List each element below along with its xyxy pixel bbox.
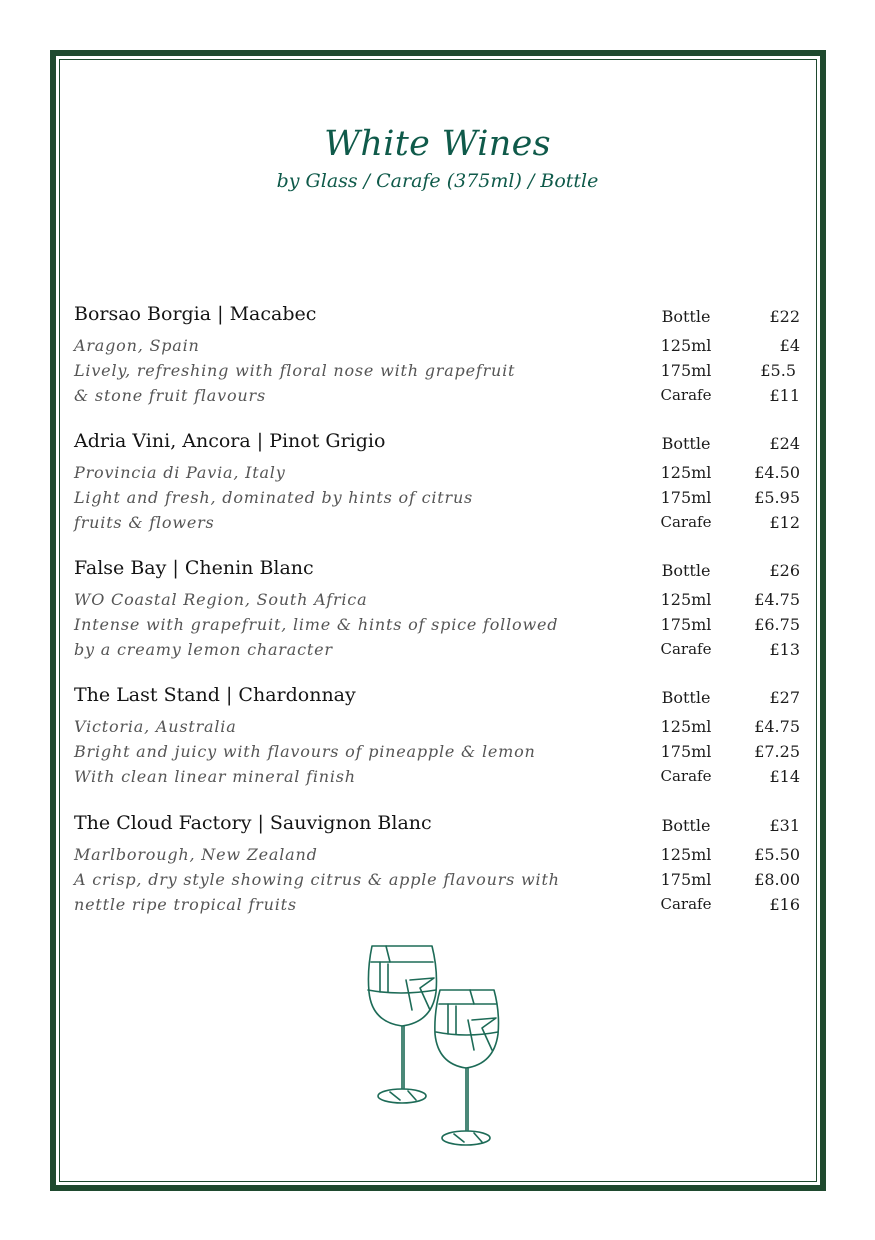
size-label-175ml: 175ml (660, 488, 712, 507)
wine-origin: Aragon, Spain (74, 336, 200, 355)
size-label-125ml: 125ml (660, 590, 712, 609)
wine-description-line: by a creamy lemon character (74, 640, 333, 659)
price-175ml: £8.00 (754, 870, 800, 889)
price-175ml: £5.95 (754, 488, 800, 507)
price-125ml: £4.75 (754, 590, 800, 609)
size-label-bottle: Bottle (661, 816, 711, 835)
price-bottle: £22 (769, 307, 800, 326)
wine-name: The Cloud Factory | Sauvignon Blanc (74, 812, 432, 834)
price-125ml: £4.50 (754, 463, 800, 482)
wine-item (74, 812, 802, 932)
size-label-175ml: 175ml (660, 742, 712, 761)
size-label-175ml: 175ml (660, 361, 712, 380)
size-label-bottle: Bottle (661, 307, 711, 326)
wine-item (74, 684, 802, 804)
price-carafe: £12 (769, 513, 800, 532)
menu-subtitle: by Glass / Carafe (375ml) / Bottle (276, 170, 599, 192)
price-175ml: £6.75 (754, 615, 800, 634)
price-125ml: £4.75 (754, 717, 800, 736)
wine-origin: Victoria, Australia (74, 717, 237, 736)
wine-origin: Marlborough, New Zealand (74, 845, 318, 864)
wine-glasses-icon (360, 940, 510, 1155)
wine-item (74, 303, 802, 423)
price-carafe: £14 (769, 767, 800, 786)
size-label-carafe: Carafe (660, 386, 712, 404)
size-label-carafe: Carafe (660, 767, 712, 785)
price-carafe: £11 (769, 386, 800, 405)
size-label-carafe: Carafe (660, 895, 712, 913)
size-label-125ml: 125ml (660, 717, 712, 736)
wine-origin: WO Coastal Region, South Africa (74, 590, 368, 609)
wine-description-line: Lively, refreshing with floral nose with grapefruit (74, 361, 516, 380)
wine-origin: Provincia di Pavia, Italy (74, 463, 286, 482)
price-125ml: £4 (779, 336, 800, 355)
price-bottle: £31 (769, 816, 800, 835)
wine-item (74, 430, 802, 550)
menu-title: White Wines (324, 124, 551, 164)
wine-description-line: fruits & flowers (74, 513, 215, 532)
wine-name: Borsao Borgia | Macabec (74, 303, 317, 325)
wine-description-line: With clean linear mineral finish (74, 767, 356, 786)
wine-description-line: A crisp, dry style showing citrus & apple flavours with (74, 870, 560, 889)
price-carafe: £16 (769, 895, 800, 914)
wine-name: The Last Stand | Chardonnay (74, 684, 356, 706)
size-label-bottle: Bottle (661, 434, 711, 453)
size-label-125ml: 125ml (660, 463, 712, 482)
size-label-125ml: 125ml (660, 336, 712, 355)
price-175ml: £5.5 (760, 361, 796, 380)
wine-description-line: Bright and juicy with flavours of pineapple & lemon (74, 742, 536, 761)
price-bottle: £26 (769, 561, 800, 580)
wine-item (74, 557, 802, 677)
size-label-175ml: 175ml (660, 870, 712, 889)
price-bottle: £27 (769, 688, 800, 707)
wine-name: Adria Vini, Ancora | Pinot Grigio (74, 430, 386, 452)
price-bottle: £24 (769, 434, 800, 453)
size-label-bottle: Bottle (661, 561, 711, 580)
wine-description-line: nettle ripe tropical fruits (74, 895, 297, 914)
wine-description-line: Light and fresh, dominated by hints of citrus (74, 488, 474, 507)
size-label-125ml: 125ml (660, 845, 712, 864)
price-125ml: £5.50 (754, 845, 800, 864)
wine-description-line: & stone fruit flavours (74, 386, 266, 405)
size-label-175ml: 175ml (660, 615, 712, 634)
wine-name: False Bay | Chenin Blanc (74, 557, 314, 579)
size-label-carafe: Carafe (660, 513, 712, 531)
size-label-bottle: Bottle (661, 688, 711, 707)
wine-description-line: Intense with grapefruit, lime & hints of spice followed (74, 615, 559, 634)
price-175ml: £7.25 (754, 742, 800, 761)
price-carafe: £13 (769, 640, 800, 659)
size-label-carafe: Carafe (660, 640, 712, 658)
